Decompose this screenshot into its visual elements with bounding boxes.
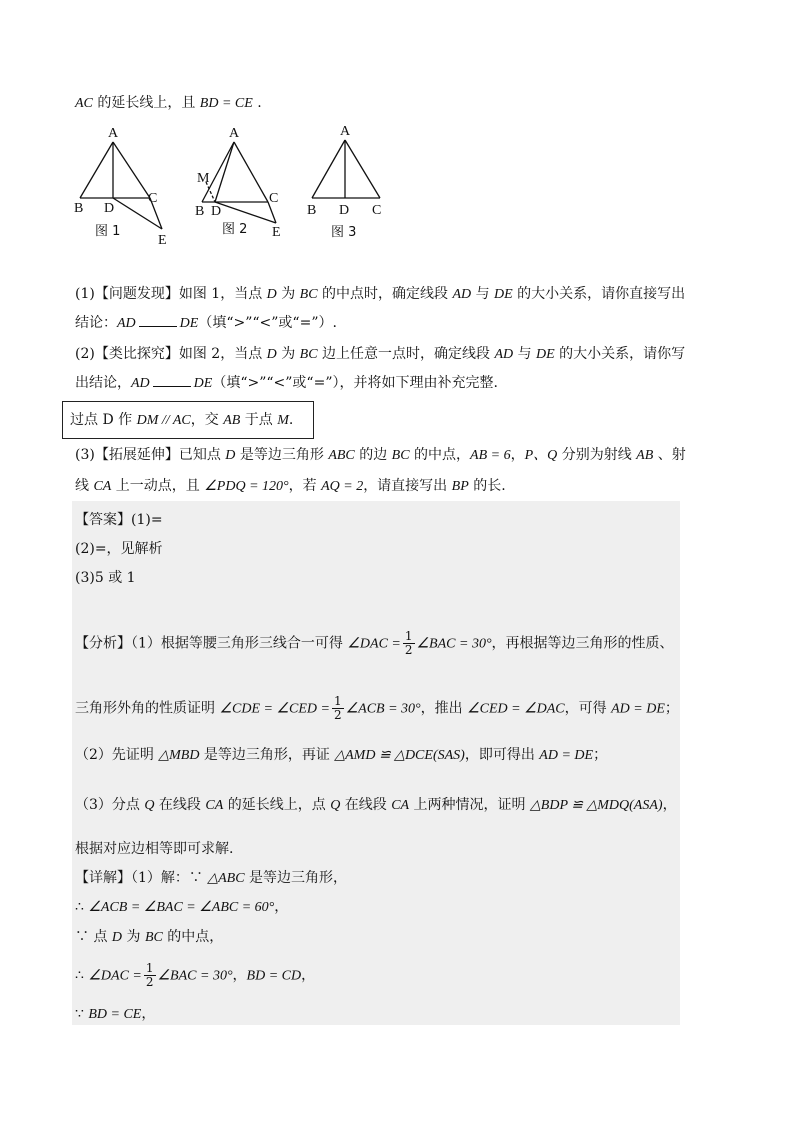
detail-text: ， <box>301 967 316 984</box>
q2-line-2 <box>75 373 498 394</box>
analysis-text: 是等边三角形，再证 <box>199 747 335 763</box>
hint-text: ，交 <box>190 412 224 428</box>
q2-de: DE <box>536 347 555 362</box>
fig2-label-d: D <box>211 204 222 219</box>
q2-bc: BC <box>299 347 318 362</box>
q2-line-1 <box>75 344 685 365</box>
q3-text: 的中点， <box>409 447 471 463</box>
fraction-num: 1 <box>333 694 342 708</box>
fraction-den: 2 <box>404 643 413 657</box>
analysis-text: ， <box>662 797 677 813</box>
analysis-text: ，再根据等边三角形的性质、 <box>491 635 674 652</box>
detail-line-2 <box>75 897 288 918</box>
analysis-math: △AMD ≌ △DCE(SAS) <box>334 748 465 763</box>
q3-abc: ABC <box>328 448 355 463</box>
q3-text: (3)【拓展延伸】已知点 <box>75 447 226 463</box>
q3-text: ， <box>510 447 525 463</box>
analysis-text: 三角形外角的性质证明 <box>75 700 220 717</box>
fig3-label-a: A <box>340 124 351 139</box>
fig1-label-b: B <box>74 201 84 216</box>
analysis-text: 在线段 <box>340 797 392 813</box>
q1-answer-blank[interactable] <box>139 314 177 327</box>
analysis-line-2 <box>75 695 679 722</box>
detail-math: △ABC <box>207 871 245 886</box>
detail-math: BD = CD <box>246 968 302 984</box>
q3-text: 的边 <box>354 447 392 463</box>
analysis-text: ，推出 <box>420 700 468 717</box>
fraction-den: 2 <box>333 708 342 722</box>
answer-line-3: (3)5 或 1 <box>75 570 136 586</box>
detail-text: ， <box>232 967 247 984</box>
analysis-math: CA <box>391 798 410 813</box>
fig2-label-a: A <box>229 126 240 141</box>
q3-ab-6: AB = 6 <box>470 448 511 463</box>
intro-end: . <box>252 95 262 111</box>
q3-bp: BP <box>451 479 469 494</box>
analysis-math: CA <box>205 798 224 813</box>
q1-de: DE <box>494 287 513 302</box>
detail-text: 为 <box>122 929 145 945</box>
q3-line-2 <box>75 476 506 497</box>
analysis-text: ； <box>593 747 608 763</box>
fig1-label-e: E <box>158 233 167 248</box>
detail-math: BD = CE <box>88 1007 142 1022</box>
q2-answer-blank[interactable] <box>153 374 191 387</box>
figure-1 <box>80 142 162 229</box>
q1-bc: BC <box>299 287 318 302</box>
fig2-label-c: C <box>269 191 279 206</box>
analysis-math: AD = DE <box>611 701 665 717</box>
analysis-math: Q <box>144 798 155 813</box>
intro-bd-ce: BD = CE <box>199 96 253 111</box>
hint-dm-ac: DM // AC <box>136 413 191 428</box>
fig3-label-d: D <box>339 203 350 218</box>
q3-text: 的长. <box>468 478 506 494</box>
analysis-text: 在线段 <box>154 797 206 813</box>
q2-d: D <box>266 347 277 362</box>
q3-text: 分别为射线 <box>557 447 637 463</box>
fig2-label-m: M <box>197 171 210 186</box>
detail-math: ∠BAC = 30° <box>157 968 233 984</box>
q3-line-1 <box>75 445 686 466</box>
detail-text: 是等边三角形， <box>244 870 348 886</box>
q3-ab: AB <box>636 448 654 463</box>
analysis-math: ∠DAC = <box>347 636 401 652</box>
q2-ad: AD <box>131 376 150 391</box>
q1-line-1 <box>75 284 685 305</box>
hint-line <box>70 410 293 431</box>
answer-line-1: 【答案】(1)= <box>75 512 163 528</box>
fig3-caption: 图 3 <box>331 225 357 240</box>
fig1-label-c: C <box>148 191 158 206</box>
hint-text: . <box>288 412 294 428</box>
q2-de: DE <box>193 376 213 391</box>
q1-ad: AD <box>452 287 472 302</box>
fig3-label-b: B <box>307 203 317 218</box>
fig2-label-b: B <box>195 204 205 219</box>
analysis-math: AD = DE <box>539 748 594 763</box>
fraction-den: 2 <box>145 975 154 989</box>
geometry-figures <box>0 120 800 380</box>
q3-text: 是等边三角形 <box>235 447 329 463</box>
detail-line-1 <box>75 868 347 889</box>
analysis-math: Q <box>330 798 341 813</box>
hint-text: 于点 <box>240 412 278 428</box>
analysis-math: ∠ACB = 30° <box>345 701 421 717</box>
detail-math: ∠DAC = <box>88 968 142 984</box>
analysis-text: ，可得 <box>564 700 612 717</box>
analysis-text: 上两种情况，证明 <box>409 797 531 813</box>
q1-d: D <box>266 287 277 302</box>
hint-m: M <box>277 413 289 428</box>
detail-text: ， <box>141 1006 156 1022</box>
fraction-num: 1 <box>145 961 154 975</box>
answer-line-2: (2)=，见解析 <box>75 541 163 557</box>
analysis-text: （3）分点 <box>75 797 145 813</box>
analysis-math: ∠CED = ∠DAC <box>467 701 565 717</box>
analysis-line-5: 根据对应边相等即可求解. <box>75 841 234 857</box>
hint-ab: AB <box>223 413 241 428</box>
detail-text: ∴ <box>75 899 89 915</box>
intro-line <box>75 93 262 114</box>
intro-text: 的延长线上，且 <box>92 95 200 111</box>
q1-text: (1)【问题发现】如图 1，当点 <box>75 286 267 302</box>
detail-math: D <box>111 930 123 945</box>
detail-text: ， <box>274 899 289 915</box>
q1-ad: AD <box>117 316 136 331</box>
analysis-math: △MBD <box>158 748 200 763</box>
q3-aq: AQ = 2 <box>321 479 364 494</box>
intro-ac: AC <box>75 96 93 111</box>
analysis-text: 【分析】（1）根据等腰三角形三线合一可得 <box>75 635 348 652</box>
detail-line-3 <box>75 927 223 948</box>
analysis-math: ∠CDE = ∠CED = <box>219 701 330 717</box>
detail-math: BC <box>144 930 163 945</box>
detail-line-5 <box>75 1004 155 1025</box>
q3-text: 上一动点，且 <box>111 478 205 494</box>
q3-d: D <box>225 448 236 463</box>
analysis-line-4 <box>75 795 677 816</box>
q1-text: （填“>”“<”或“=”）. <box>198 315 337 331</box>
hint-text: 过点 D 作 <box>70 412 137 428</box>
q3-text: 、射 <box>653 447 686 463</box>
analysis-line-3 <box>75 745 607 766</box>
fraction-half <box>403 630 415 657</box>
q2-text: （填“>”“<”或“=”），并将如下理由补充完整. <box>212 375 498 391</box>
q1-line-2 <box>75 313 337 334</box>
q1-text: 结论： <box>75 315 117 331</box>
analysis-text: ，即可得出 <box>464 747 540 763</box>
q2-text: 与 <box>513 346 537 362</box>
fig1-caption: 图 1 <box>95 224 121 239</box>
q3-angle-pdq: ∠PDQ = 120° <box>204 479 289 494</box>
q1-text: 与 <box>471 286 495 302</box>
analysis-math: △BDP ≌ △MDQ(ASA) <box>530 798 663 813</box>
q2-ad: AD <box>494 347 514 362</box>
fig3-label-c: C <box>372 203 382 218</box>
q3-text: 线 <box>75 478 94 494</box>
detail-math: ∠ACB = ∠BAC = ∠ABC = 60° <box>88 900 275 915</box>
detail-text: ∴ <box>75 967 89 984</box>
figure-3 <box>312 140 380 198</box>
analysis-line-1 <box>75 630 674 657</box>
q3-text: ，若 <box>288 478 322 494</box>
analysis-text: （2）先证明 <box>75 747 159 763</box>
fig1-label-d: D <box>104 201 115 216</box>
fig2-caption: 图 2 <box>222 222 248 237</box>
analysis-math: ∠BAC = 30° <box>416 636 492 652</box>
fig1-label-a: A <box>108 126 119 141</box>
q2-text: 边上任意一点时，确定线段 <box>317 346 495 362</box>
fraction-half <box>332 695 344 722</box>
detail-line-4 <box>75 962 315 989</box>
q1-text: 的大小关系，请你直接写出 <box>512 286 686 302</box>
detail-text: 【详解】（1）解：∵ <box>75 870 208 886</box>
detail-text: ∵ <box>75 1006 89 1022</box>
fraction-num: 1 <box>404 629 413 643</box>
detail-text: 的中点， <box>162 929 224 945</box>
q2-text: 的大小关系，请你写 <box>554 346 686 362</box>
q3-ca: CA <box>93 479 112 494</box>
q2-text: (2)【类比探究】如图 2，当点 <box>75 346 267 362</box>
fraction-half <box>144 962 156 989</box>
analysis-text: 的延长线上，点 <box>223 797 331 813</box>
fig2-label-e: E <box>272 225 281 240</box>
q2-text: 为 <box>276 346 300 362</box>
q3-bc: BC <box>391 448 410 463</box>
q1-de: DE <box>179 316 199 331</box>
q3-text: ，请直接写出 <box>363 478 452 494</box>
q1-text: 为 <box>276 286 300 302</box>
detail-text: ∵ 点 <box>75 929 112 945</box>
q2-text: 出结论， <box>75 375 131 391</box>
analysis-text: ； <box>664 700 679 717</box>
q1-text: 的中点时，确定线段 <box>317 286 453 302</box>
q3-p-q: P、Q <box>524 448 558 463</box>
